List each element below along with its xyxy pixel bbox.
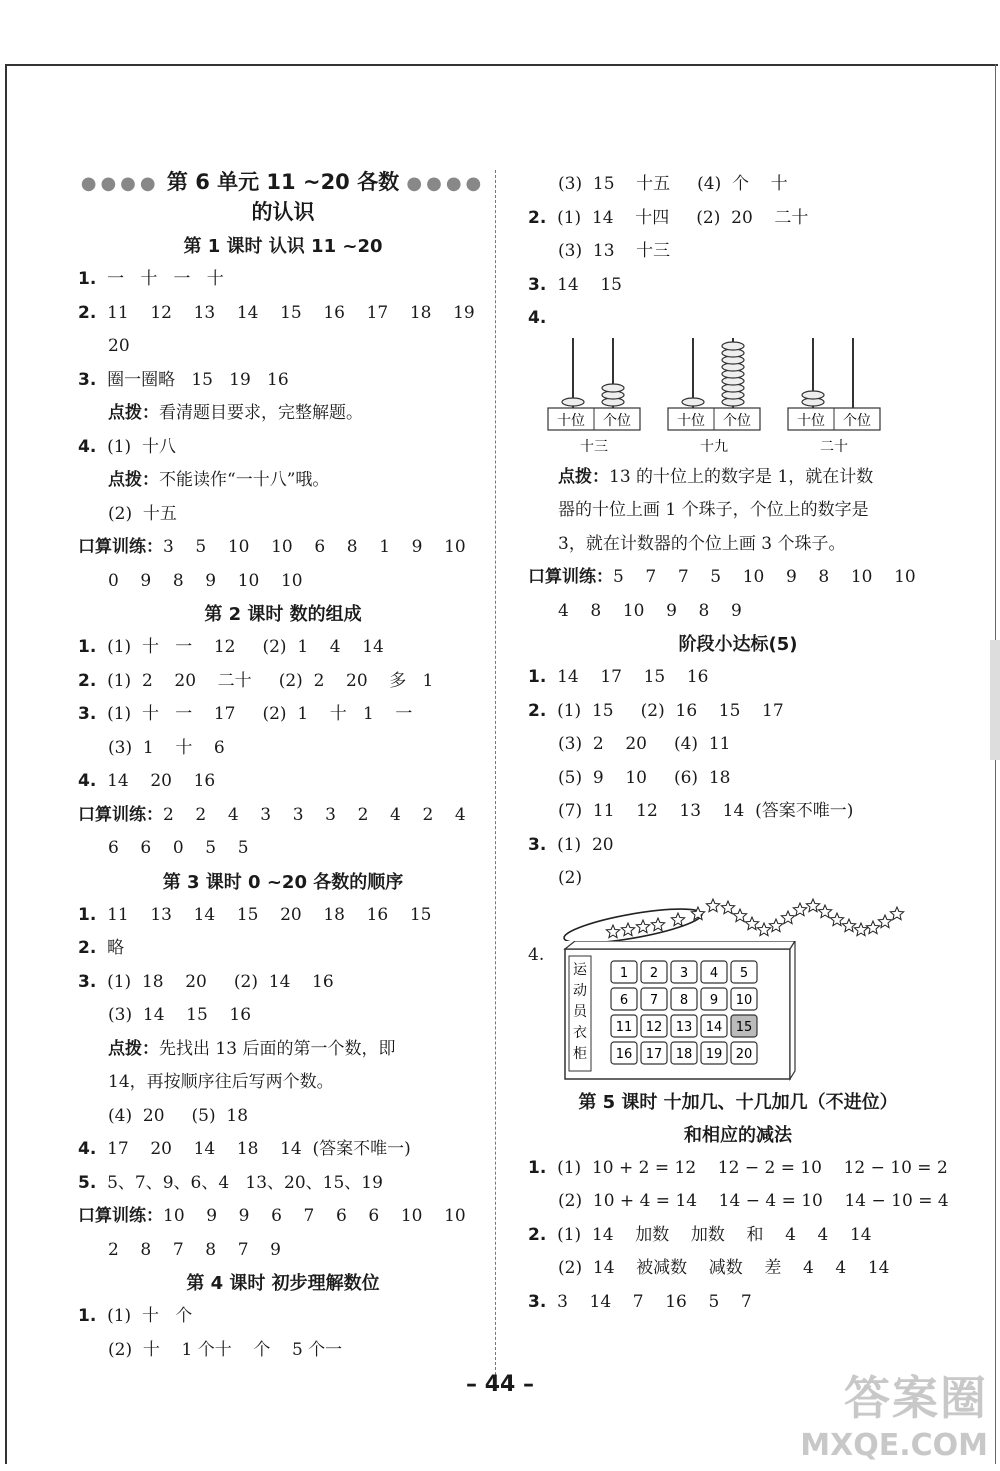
answer-line: (3) 2 20 (4) 11 [558,734,731,754]
line-text: (1) 10 + 2 = 12 12 − 2 = 10 12 − 10 = 2 [546,1157,948,1178]
star-icon [793,903,806,916]
watermark-line1: 答案圈 [844,1371,988,1425]
line-text: (1) 14 加数 加数 和 4 4 14 [546,1224,872,1245]
locker-diagram [563,941,798,1081]
star-icon [671,913,684,926]
question-number: 4. [528,308,547,328]
answer-line: (3) 1 十 6 [108,737,225,758]
tens-bead [682,398,704,406]
watermark-line2: MXQE.COM [800,1428,988,1463]
locker-number: 14 [705,1019,723,1035]
locker-number: 20 [735,1046,753,1062]
line-text: 圈一圈略 15 19 16 [96,369,289,390]
ones-label: 个位 [843,412,871,429]
question-number: 2. [528,1224,547,1245]
mental-math-line [78,799,488,833]
question-number: 4. [78,436,97,457]
answer-line: (5) 9 10 (6) 18 [558,767,731,788]
abacus [668,338,760,455]
answer-line: (7) 11 12 13 14 (答案不唯一) [558,801,854,821]
answer-line [528,1219,948,1253]
page-frame-left [5,64,7,1464]
answer-line: (3) 15 十五 (4) 个 十 [558,174,788,194]
ones-bead [722,342,744,350]
answer-line [78,765,488,799]
question-number: 4. [78,1139,97,1159]
hint-line [528,461,948,495]
left-column [78,168,488,1367]
locker-number: 9 [709,992,719,1008]
hint-label: 点拨： [558,466,609,487]
question-number: 1. [78,904,97,925]
question-number: 1. [78,1306,97,1326]
locker-figure [528,941,948,1086]
answer-line [528,1286,948,1320]
answer-line [78,364,488,398]
answer-line: (2) 14 被减数 减数 差 4 4 14 [558,1258,890,1278]
line-text: (1) 十 一 17 (2) 1 十 1 一 [96,704,413,724]
tens-label: 十位 [797,412,825,429]
answer-line [78,1300,488,1334]
ones-bead [602,384,624,392]
locker-top [565,941,795,949]
right-answer-list-bottom [528,1086,948,1320]
answer-line: 4 8 10 9 8 9 [558,600,742,621]
line-text: 5、7、9、6、4 13、20、15、19 [96,1172,383,1193]
hint-label: 点拨： [108,1038,159,1059]
answer-line: (2) 10 + 4 = 14 14 − 4 = 10 14 − 10 = 4 [558,1191,949,1211]
hint-label: 点拨： [108,403,159,423]
star-icon [757,923,770,936]
answer-line: (3) 13 十三 [558,241,671,261]
line-text: 5 7 7 5 10 9 8 10 10 [613,567,916,587]
line-text: 13 的十位上的数字是 1，就在计数 [609,466,874,487]
line-text: (1) 十 个 [96,1306,193,1326]
answer-line: 14，再按顺序往后写两个数。 [108,1072,334,1092]
locker-number: 6 [619,992,629,1008]
question-number: 3. [78,704,97,724]
star-icon [651,918,664,931]
tens-bead [802,391,824,399]
answer-line: (2) 十五 [108,503,177,524]
star-icon [706,899,719,912]
line-text: (1) 20 [546,834,614,855]
line-text: (1) 十八 [96,436,176,457]
line-text: 2 2 4 3 3 3 2 4 2 4 [163,804,466,825]
locker-number: 11 [615,1019,633,1035]
question-number: 4. [78,771,97,791]
star-icon [769,919,782,932]
answer-line: 2 8 7 8 7 9 [108,1239,281,1260]
dots-left-icon: ●●●● [80,173,160,194]
dots-right-icon: ●●●● [406,173,486,194]
page-number: – 44 – [466,1372,534,1397]
lesson-title: 第 2 课时 数的组成 [204,604,362,625]
column-divider [495,170,496,1380]
locker-number: 2 [649,965,659,981]
answer-line: (2) 十 1 个十 个 5 个一 [108,1339,343,1360]
line-text: 14 17 15 16 [546,667,709,687]
mental-math-label: 口算训练： [78,537,163,557]
answer-line [78,899,488,933]
line-text: (1) 14 十四 (2) 20 二十 [546,207,809,228]
mental-math-label: 口算训练： [78,1206,163,1226]
abacus [548,338,640,455]
locker-number: 19 [705,1046,723,1062]
question-number: 1. [78,637,97,657]
answer-line [528,661,948,695]
line-text: 11 13 14 15 20 18 16 15 [96,904,432,925]
question-number: 2. [78,938,97,958]
star-chain-figure [528,896,948,941]
question-number: 2. [78,670,97,691]
locker-number: 13 [675,1019,693,1035]
unit-title: ●●●● 第 6 单元 11 ~20 各数 ●●●● 的认识 [80,170,486,224]
abacus-caption: 二十 [820,438,848,455]
question-number: 5. [78,1172,97,1193]
answer-line [528,1152,948,1186]
line-text: 10 9 9 6 7 6 6 10 10 [163,1206,466,1226]
locker-number: 4 [709,965,719,981]
answer-line: 0 9 8 9 10 10 [108,570,303,591]
star-icon [691,907,704,920]
star-icon [890,907,903,920]
question-number: 2. [528,207,547,228]
locker-number: 12 [645,1019,663,1035]
hint-line [78,464,488,498]
answer-line [528,302,948,336]
locker-number: 18 [675,1046,693,1062]
answer-line [528,269,948,303]
answer-line: (2) [558,868,583,888]
line-text: 11 12 13 14 15 16 17 18 19 [96,302,475,323]
question-number: 2. [78,302,97,323]
star-icon [842,919,855,932]
line-text: 不能读作“一十八”哦。 [159,470,330,490]
answer-line [528,695,948,729]
question-number: 1. [528,667,547,687]
tens-bead [562,398,584,406]
loop-circle [562,902,704,941]
abacus-caption: 十九 [700,438,728,455]
answer-line [528,829,948,863]
locker-title-char: 柜 [573,1045,587,1062]
locker-number: 8 [679,992,689,1008]
star-icon [606,925,619,938]
right-answer-list-mid [528,461,948,896]
lesson-title: 和相应的减法 [684,1124,792,1146]
lesson-title: 第 1 课时 认识 11 ~20 [183,236,383,257]
answer-line: 3，就在计数器的个位上画 3 个珠子。 [558,533,846,554]
question-number: 3. [528,274,547,295]
star-icon [621,923,634,936]
question-number: 3. [78,369,97,390]
lesson-title: 阶段小达标(5) [678,634,798,655]
line-text: 一 十 一 十 [96,269,224,289]
locker-title-char: 动 [573,982,587,999]
answer-line [78,966,488,1000]
star-icon [818,905,831,918]
line-text: 先找出 13 后面的第一个数，即 [159,1038,396,1059]
star-icon [733,909,746,922]
answer-line [78,1133,488,1167]
locker-number: 7 [649,992,659,1008]
question-number: 3. [528,1291,547,1312]
tens-label: 十位 [557,412,585,429]
mental-math-line [78,1200,488,1234]
star-chain-diagram [528,896,948,941]
answer-line: 20 [108,336,130,356]
question-number: 2. [528,700,547,721]
star-icon [854,923,867,936]
locker-side [790,941,795,1079]
abacus-figures [528,336,948,461]
star-icon [781,911,794,924]
watermark [800,1362,988,1463]
hint-line [78,1033,488,1067]
side-tab [990,640,1000,760]
mental-math-line [78,531,488,565]
locker-number: 17 [645,1046,663,1062]
page-frame-top [5,64,998,66]
question-number: 1. [78,269,97,289]
answer-line [528,202,948,236]
answer-line: 6 6 0 5 5 [108,838,249,858]
ones-label: 个位 [723,412,751,429]
locker-number: 3 [679,965,689,981]
locker-title-char: 衣 [573,1024,587,1041]
answer-line [78,263,488,297]
lesson-title: 第 5 课时 十加几、十几加几（不进位） [578,1091,898,1113]
star-icon [721,901,734,914]
line-text: 3 5 10 10 6 8 1 9 10 [163,537,466,557]
answer-line [78,631,488,665]
abacus [788,338,880,455]
locker-number: 16 [615,1046,633,1062]
answer-line [78,932,488,966]
lesson-title: 第 3 课时 0 ~20 各数的顺序 [162,871,404,893]
locker-title-char: 员 [573,1003,587,1020]
line-text: 14 15 [546,274,622,295]
star-icon [636,920,649,933]
right-answer-list-top [528,168,948,336]
question-number: 3. [528,834,547,855]
ones-label: 个位 [603,412,631,429]
question-number: 3. [78,971,97,992]
hint-label: 点拨： [108,470,159,490]
abacus-diagram [528,336,948,461]
hint-line [78,397,488,431]
answer-line: (4) 20 (5) 18 [108,1105,249,1126]
answer-line [78,431,488,465]
page-frame-right [995,64,996,1464]
abacus-caption: 十三 [580,438,608,455]
answer-line [78,698,488,732]
answer-line: (3) 14 15 16 [108,1005,252,1025]
line-text: (1) 15 (2) 16 15 17 [546,700,784,721]
left-answer-list [78,230,488,1367]
mental-math-label: 口算训练： [78,804,163,825]
line-text: (1) 十 一 12 (2) 1 4 14 [96,637,384,657]
right-column [528,168,948,1319]
line-text: 14 20 16 [96,771,216,791]
line-text: 看清题目要求，完整解题。 [159,403,363,423]
tens-label: 十位 [677,412,705,429]
mental-math-line [528,561,948,595]
line-text: (1) 2 20 二十 (2) 2 20 多 1 [96,670,434,691]
answer-line: 器的十位上画 1 个珠子，个位上的数字是 [558,500,869,520]
locker-number: 15 [735,1019,753,1035]
locker-number: 10 [735,992,753,1008]
star-icon [866,921,879,934]
answer-line [78,665,488,699]
lesson-title: 第 4 课时 初步理解数位 [186,1273,380,1294]
answer-line [78,297,488,331]
locker-number: 5 [739,965,749,981]
question-number: 1. [528,1157,547,1178]
locker-number: 1 [619,965,629,981]
mental-math-label: 口算训练： [528,567,613,587]
locker-title-char: 运 [573,961,587,978]
line-text: 3 14 7 16 5 7 [546,1291,752,1312]
line-text: 略 [96,938,125,958]
locker-question-number: 4. [528,944,545,965]
line-text: (1) 18 20 (2) 14 16 [96,971,334,992]
line-text: 17 20 14 18 14 (答案不唯一) [96,1139,411,1159]
answer-line [78,1167,488,1201]
